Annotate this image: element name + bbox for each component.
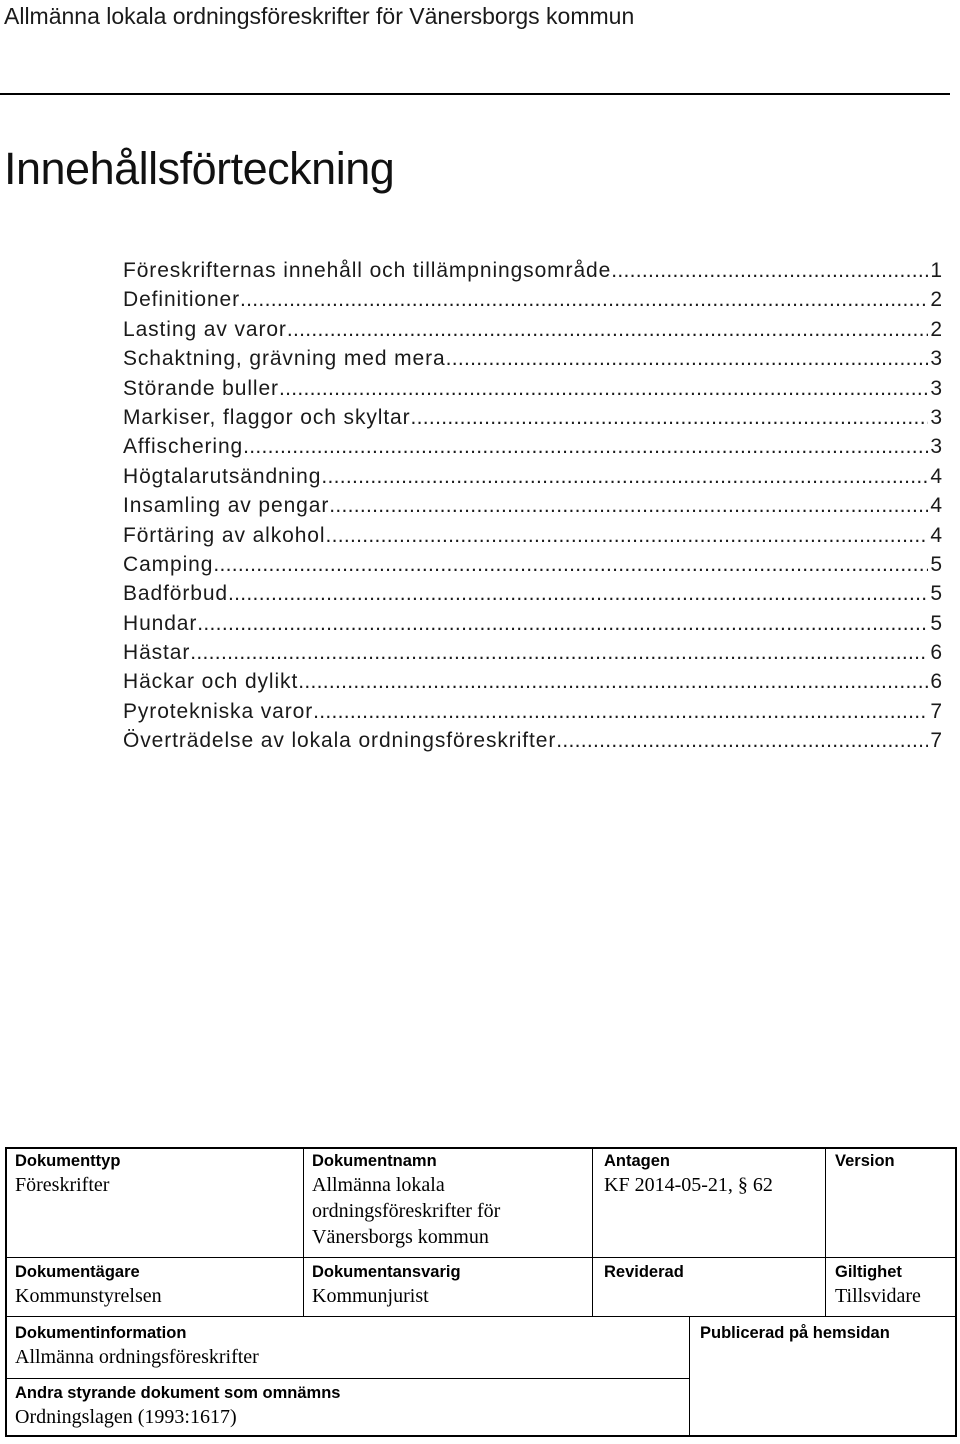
toc-dot-leader bbox=[325, 521, 928, 550]
cell-version bbox=[835, 1151, 950, 1172]
toc-entry-page: 1 bbox=[930, 259, 943, 282]
toc-entry-page: 4 bbox=[930, 523, 943, 547]
toc-entry-title: Camping bbox=[123, 552, 214, 576]
toc-entry-page: 4 bbox=[930, 464, 943, 488]
giltighet-label: Giltighet bbox=[835, 1263, 902, 1281]
toc-entry[interactable] bbox=[123, 432, 943, 461]
andra-styrande-label: Andra styrande dokument som omnämns bbox=[15, 1384, 341, 1402]
toc-entry-page: 4 bbox=[930, 494, 943, 518]
giltighet-value: Tillsvidare bbox=[835, 1285, 921, 1307]
antagen-label: Antagen bbox=[604, 1152, 670, 1170]
reviderad-label: Reviderad bbox=[604, 1263, 684, 1281]
toc-dot-leader bbox=[556, 726, 928, 755]
toc-entry-page: 6 bbox=[930, 641, 943, 665]
toc-entry[interactable] bbox=[123, 579, 943, 608]
toc-dot-leader bbox=[279, 374, 928, 403]
andra-styrande-value: Ordningslagen (1993:1617) bbox=[15, 1406, 237, 1428]
toc-entry-page: 3 bbox=[930, 347, 943, 371]
toc-dot-leader bbox=[240, 285, 928, 314]
toc-dot-leader bbox=[197, 609, 928, 638]
toc-entry[interactable] bbox=[123, 256, 943, 285]
toc-entry[interactable] bbox=[123, 315, 943, 344]
toc-entry-page: 3 bbox=[930, 376, 943, 400]
toc-entry-page: 6 bbox=[930, 670, 943, 694]
toc-dot-leader bbox=[411, 403, 929, 432]
toc-entry[interactable] bbox=[123, 491, 943, 520]
toc-entry-title: Insamling av pengar bbox=[123, 494, 330, 518]
toc-entry-page: 7 bbox=[930, 729, 943, 753]
toc-entry[interactable] bbox=[123, 344, 943, 373]
toc-entry-title: Föreskrifternas innehåll och tillämpningsområde bbox=[123, 259, 612, 282]
table-row-divider bbox=[7, 1378, 689, 1379]
dokumentagare-label: Dokumentägare bbox=[15, 1263, 140, 1281]
dokumentnamn-label: Dokumentnamn bbox=[312, 1152, 437, 1170]
dokumenttyp-label: Dokumenttyp bbox=[15, 1152, 121, 1170]
table-row-divider bbox=[7, 1316, 955, 1317]
toc-entry[interactable] bbox=[123, 403, 943, 432]
toc-entry-page: 2 bbox=[930, 317, 943, 341]
dokumenttyp-value: Föreskrifter bbox=[15, 1174, 110, 1196]
toc-dot-leader bbox=[329, 491, 928, 520]
toc-dot-leader bbox=[287, 315, 929, 344]
toc-entry-title: Hundar bbox=[123, 611, 198, 635]
toc-dot-leader bbox=[228, 579, 928, 608]
toc-entry-title: Markiser, flaggor och skyltar bbox=[123, 405, 411, 429]
cell-dokumentinformation bbox=[15, 1323, 675, 1370]
toc-entry-title: Lasting av varor bbox=[123, 317, 287, 341]
toc-entry[interactable] bbox=[123, 550, 943, 579]
toc-entry[interactable] bbox=[123, 697, 943, 726]
cell-andra-styrande-dokument bbox=[15, 1383, 675, 1430]
toc-dot-leader bbox=[243, 432, 928, 461]
toc-dot-leader bbox=[190, 638, 928, 667]
table-column-divider bbox=[303, 1149, 304, 1316]
table-column-divider bbox=[825, 1149, 826, 1316]
toc-entry-title: Häckar och dylikt bbox=[123, 670, 299, 694]
toc-dot-leader bbox=[321, 462, 928, 491]
toc-entry-page: 5 bbox=[930, 552, 943, 576]
dokumentnamn-value: Allmänna lokala ordningsföreskrifter för Vänersborgs kommun bbox=[312, 1174, 501, 1248]
cell-publicerad bbox=[700, 1323, 952, 1344]
toc-entry-page: 5 bbox=[930, 611, 943, 635]
toc-entry-title: Överträdelse av lokala ordningsföreskrifter bbox=[123, 729, 557, 753]
toc-entry-title: Badförbud bbox=[123, 582, 229, 606]
cell-dokumentagare bbox=[15, 1262, 295, 1309]
table-of-contents bbox=[123, 256, 943, 756]
toc-entry-page: 7 bbox=[930, 699, 943, 723]
toc-entry-page: 3 bbox=[930, 435, 943, 459]
table-column-divider bbox=[689, 1316, 690, 1435]
toc-entry-title: Högtalarutsändning bbox=[123, 464, 322, 488]
toc-entry[interactable] bbox=[123, 638, 943, 667]
toc-entry[interactable] bbox=[123, 667, 943, 696]
toc-entry-page: 3 bbox=[930, 405, 943, 429]
dokumentinformation-label: Dokumentinformation bbox=[15, 1324, 187, 1342]
toc-heading: Innehållsförteckning bbox=[4, 143, 395, 194]
cell-dokumenttyp bbox=[15, 1151, 295, 1198]
cell-reviderad bbox=[604, 1262, 819, 1283]
toc-entry-page: 5 bbox=[930, 582, 943, 606]
toc-entry-title: Hästar bbox=[123, 641, 191, 665]
toc-entry-title: Affischering bbox=[123, 435, 244, 459]
cell-giltighet bbox=[835, 1262, 950, 1309]
toc-entry-page: 2 bbox=[930, 288, 943, 312]
version-label: Version bbox=[835, 1152, 895, 1170]
toc-dot-leader bbox=[446, 344, 929, 373]
toc-dot-leader bbox=[298, 667, 928, 696]
toc-entry-title: Förtäring av alkohol bbox=[123, 523, 326, 547]
toc-entry[interactable] bbox=[123, 374, 943, 403]
toc-dot-leader bbox=[611, 256, 928, 285]
publicerad-label: Publicerad på hemsidan bbox=[700, 1324, 890, 1342]
toc-entry[interactable] bbox=[123, 726, 943, 755]
header-rule bbox=[0, 93, 950, 95]
toc-dot-leader bbox=[313, 697, 928, 726]
toc-entry-title: Schaktning, grävning med mera bbox=[123, 347, 446, 371]
toc-entry-title: Pyrotekniska varor bbox=[123, 699, 314, 723]
toc-entry-title: Störande buller bbox=[123, 376, 279, 400]
dokumentansvarig-value: Kommunjurist bbox=[312, 1285, 429, 1307]
cell-dokumentansvarig bbox=[312, 1262, 587, 1309]
toc-entry[interactable] bbox=[123, 285, 943, 314]
document-info-table bbox=[5, 1147, 957, 1437]
toc-dot-leader bbox=[213, 550, 928, 579]
cell-dokumentnamn bbox=[312, 1151, 587, 1250]
toc-entry-title: Definitioner bbox=[123, 288, 241, 312]
dokumentansvarig-label: Dokumentansvarig bbox=[312, 1263, 461, 1281]
document-header: Allmänna lokala ordningsföreskrifter för Vänersborgs kommun bbox=[4, 3, 635, 29]
dokumentinformation-value: Allmänna ordningsföreskrifter bbox=[15, 1346, 259, 1368]
table-column-divider bbox=[592, 1149, 593, 1316]
toc-entry[interactable] bbox=[123, 521, 943, 550]
table-row-divider bbox=[7, 1257, 955, 1258]
cell-antagen bbox=[604, 1151, 819, 1198]
toc-entry[interactable] bbox=[123, 462, 943, 491]
antagen-value: KF 2014-05-21, § 62 bbox=[604, 1174, 773, 1196]
dokumentagare-value: Kommunstyrelsen bbox=[15, 1285, 162, 1307]
toc-entry[interactable] bbox=[123, 609, 943, 638]
